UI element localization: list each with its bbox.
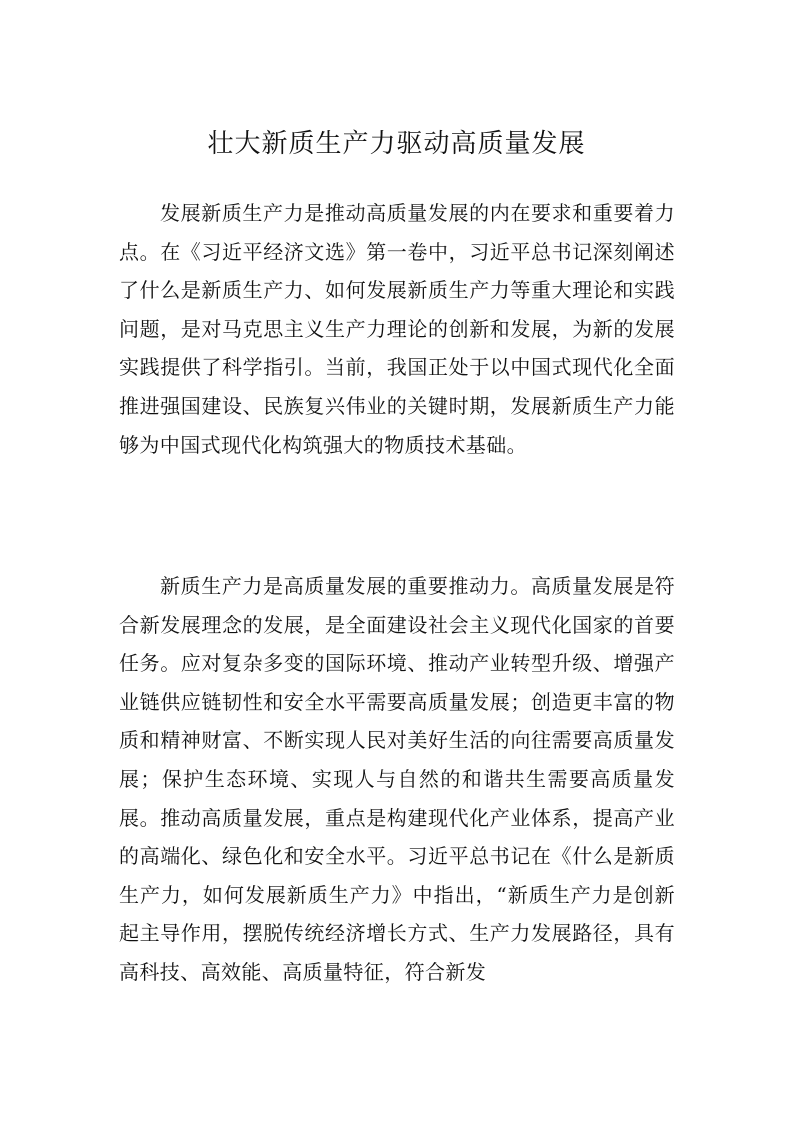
page-title: 壮大新质生产力驱动高质量发展 [207, 129, 586, 159]
paragraph-1: 发展新质生产力是推动高质量发展的内在要求和重要着力点。在《习近平经济文选》第一卷中，习近平总书记深刻阐述了什么是新质生产力、如何发展新质生产力等重大理论和实践问题，是对马克思主义生产力理论的创新和发展，为新的发展实践提供了科学指引。当前，我国正处于以中国式现代化全面推进强国建设、民族复兴伟业的关键时期，发展新质生产力能够为中国式现代化构筑强大的物质技术基础。 [119, 201, 675, 457]
paragraph-2: 新质生产力是高质量发展的重要推动力。高质量发展是符合新发展理念的发展，是全面建设社会主义现代化国家的首要任务。应对复杂多变的国际环境、推动产业转型升级、增强产业链供应链韧性和安全水平需要高质量发展；创造更丰富的物质和精神财富、不断实现人民对美好生活的向往需要高质量发展；保护生态环境、实现人与自然的和谐共生需要高质量发展。推动高质量发展，重点是构建现代化产业体系，提高产业的高端化、绿色化和安全水平。习近平总书记在《什么是新质生产力，如何发展新质生产力》中指出，“新质生产力是创新起主导作用，摆脱传统经济增长方式、生产力发展路径，具有高科技、高效能、高质量特征，符合新发 [119, 574, 675, 984]
